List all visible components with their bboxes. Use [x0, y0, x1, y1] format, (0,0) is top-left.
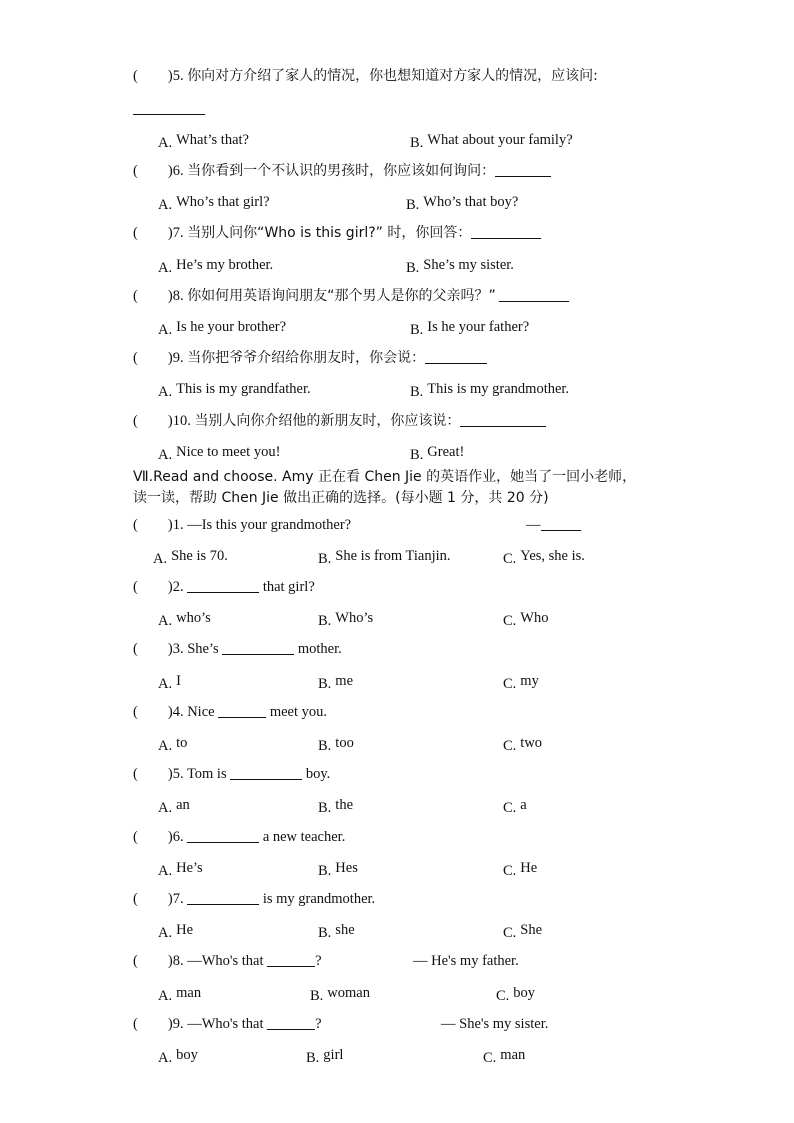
option-b[interactable]: B. me — [318, 673, 354, 692]
question-7-6: ( )6. a new teacher. — [133, 829, 346, 845]
paren-close: ) — [167, 68, 173, 84]
answer-blank[interactable] — [230, 765, 302, 780]
option-c[interactable]: C. boy — [496, 985, 536, 1004]
option-b[interactable]: B. woman — [310, 985, 370, 1004]
question-6-5 — [133, 67, 598, 85]
option-b[interactable]: B. girl — [306, 1047, 344, 1066]
option-a[interactable]: A. What’s that? — [158, 132, 249, 151]
option-b[interactable]: B. She’s my sister. — [406, 257, 514, 276]
answer-blank[interactable] — [460, 412, 546, 427]
option-a[interactable]: A. an — [158, 797, 190, 816]
question-6-6: ( )6. 当你看到一个不认识的男孩时，你应该如何询问： — [133, 162, 551, 180]
answer-blank[interactable] — [187, 828, 259, 843]
option-b[interactable]: B. she — [318, 922, 355, 941]
answer-blank-6-5[interactable] — [133, 100, 205, 118]
question-7-2: ( )2. that girl? — [133, 579, 315, 595]
option-a[interactable]: A. to — [158, 735, 188, 754]
option-c[interactable]: C. Who — [503, 610, 549, 629]
option-a[interactable]: A. boy — [158, 1047, 198, 1066]
question-7-1: ( )1. —Is this your grandmother? — [133, 517, 352, 533]
answer-blank[interactable] — [499, 287, 569, 302]
option-a[interactable]: A. This is my grandfather. — [158, 381, 311, 400]
option-a[interactable]: A. He’s — [158, 860, 203, 879]
question-6-10: ( )10. 当别人向你介绍他的新朋友时，你应该说： — [133, 412, 546, 430]
question-7-8: ( )8. —Who's that ? — [133, 953, 322, 969]
question-6-7: ( )7. 当别人问你“Who is this girl?” 时，你回答： — [133, 224, 541, 242]
section-7-subheading: 读一读，帮助 Chen Jie 做出正确的选择。(每小题 1 分，共 20 分) — [133, 490, 549, 506]
option-a[interactable]: A. He’s my brother. — [158, 257, 274, 276]
question-7-5: ( )5. Tom is boy. — [133, 766, 331, 782]
reply-text: — She's my sister. — [441, 1016, 549, 1032]
option-b[interactable]: B. Hes — [318, 860, 358, 879]
option-c[interactable]: C. a — [503, 797, 527, 816]
question-text: 当你看到一个不认识的男孩时，你应该如何询问： — [187, 163, 496, 179]
question-6-8: ( )8. 你如何用英语询问朋友“那个男人是你的父亲吗？” — [133, 287, 569, 305]
option-b[interactable]: B. What about your family? — [410, 132, 573, 151]
answer-blank[interactable] — [267, 1015, 315, 1030]
option-b[interactable]: B. the — [318, 797, 354, 816]
option-b[interactable]: B. Who’s — [318, 610, 374, 629]
option-a[interactable]: A. He — [158, 922, 194, 941]
answer-blank[interactable] — [267, 952, 315, 967]
option-c[interactable]: C. She — [503, 922, 543, 941]
answer-blank[interactable] — [495, 162, 551, 177]
answer-blank[interactable] — [187, 578, 259, 593]
option-c[interactable]: C. Yes, she is. — [503, 548, 585, 567]
option-c[interactable]: C. He — [503, 860, 538, 879]
option-a[interactable]: A. Is he your brother? — [158, 319, 287, 338]
option-a[interactable]: A. She is 70. — [153, 548, 228, 567]
option-b[interactable]: B. Is he your father? — [410, 319, 530, 338]
question-text: 你向对方介绍了家人的情况，你也想知道对方家人的情况，应该问: — [187, 68, 598, 84]
section-7-heading: Ⅶ.Read and choose. Amy 正在看 Chen Jie 的英语作业，她当了一回小老师， — [133, 469, 637, 485]
question-text: —Is this your grandmother? — [187, 517, 352, 533]
answer-blank[interactable] — [218, 703, 266, 718]
option-b[interactable]: B. This is my grandmother. — [410, 381, 570, 400]
option-a[interactable]: A. who’s — [158, 610, 211, 629]
reply-text: — He's my father. — [413, 953, 519, 969]
option-a[interactable]: A. man — [158, 985, 202, 1004]
option-a[interactable]: A. Who’s that girl? — [158, 194, 270, 213]
answer-blank[interactable] — [187, 890, 259, 905]
question-text: 你如何用英语询问朋友“那个男人是你的父亲吗？” — [187, 288, 496, 304]
option-c[interactable]: C. my — [503, 673, 539, 692]
option-c[interactable]: C. two — [503, 735, 543, 754]
option-b[interactable]: B. too — [318, 735, 354, 754]
question-text: 当你把爷爷介绍给你朋友时，你会说： — [187, 350, 426, 366]
answer-blank[interactable]: — — [526, 516, 581, 534]
question-text: 当别人问你“Who is this girl?” 时，你回答： — [187, 225, 472, 241]
option-b[interactable]: B. She is from Tianjin. — [318, 548, 451, 567]
option-b[interactable]: B. Great! — [410, 444, 465, 463]
question-number: 5. — [172, 68, 184, 84]
option-b[interactable]: B. Who’s that boy? — [406, 194, 519, 213]
question-7-3: ( )3. She’s mother. — [133, 641, 342, 657]
question-7-4: ( )4. Nice meet you. — [133, 704, 327, 720]
paren-open: ( — [133, 68, 138, 84]
question-7-7: ( )7. is my grandmother. — [133, 891, 376, 907]
option-a[interactable]: A. I — [158, 673, 181, 692]
option-a[interactable]: A. Nice to meet you! — [158, 444, 281, 463]
answer-blank[interactable] — [471, 224, 541, 239]
question-6-9: ( )9. 当你把爷爷介绍给你朋友时，你会说： — [133, 349, 487, 367]
question-7-9: ( )9. —Who's that ? — [133, 1016, 322, 1032]
question-text: 当别人向你介绍他的新朋友时，你应该说： — [194, 413, 461, 429]
answer-blank[interactable] — [425, 349, 487, 364]
answer-blank[interactable] — [222, 640, 294, 655]
option-c[interactable]: C. man — [483, 1047, 526, 1066]
